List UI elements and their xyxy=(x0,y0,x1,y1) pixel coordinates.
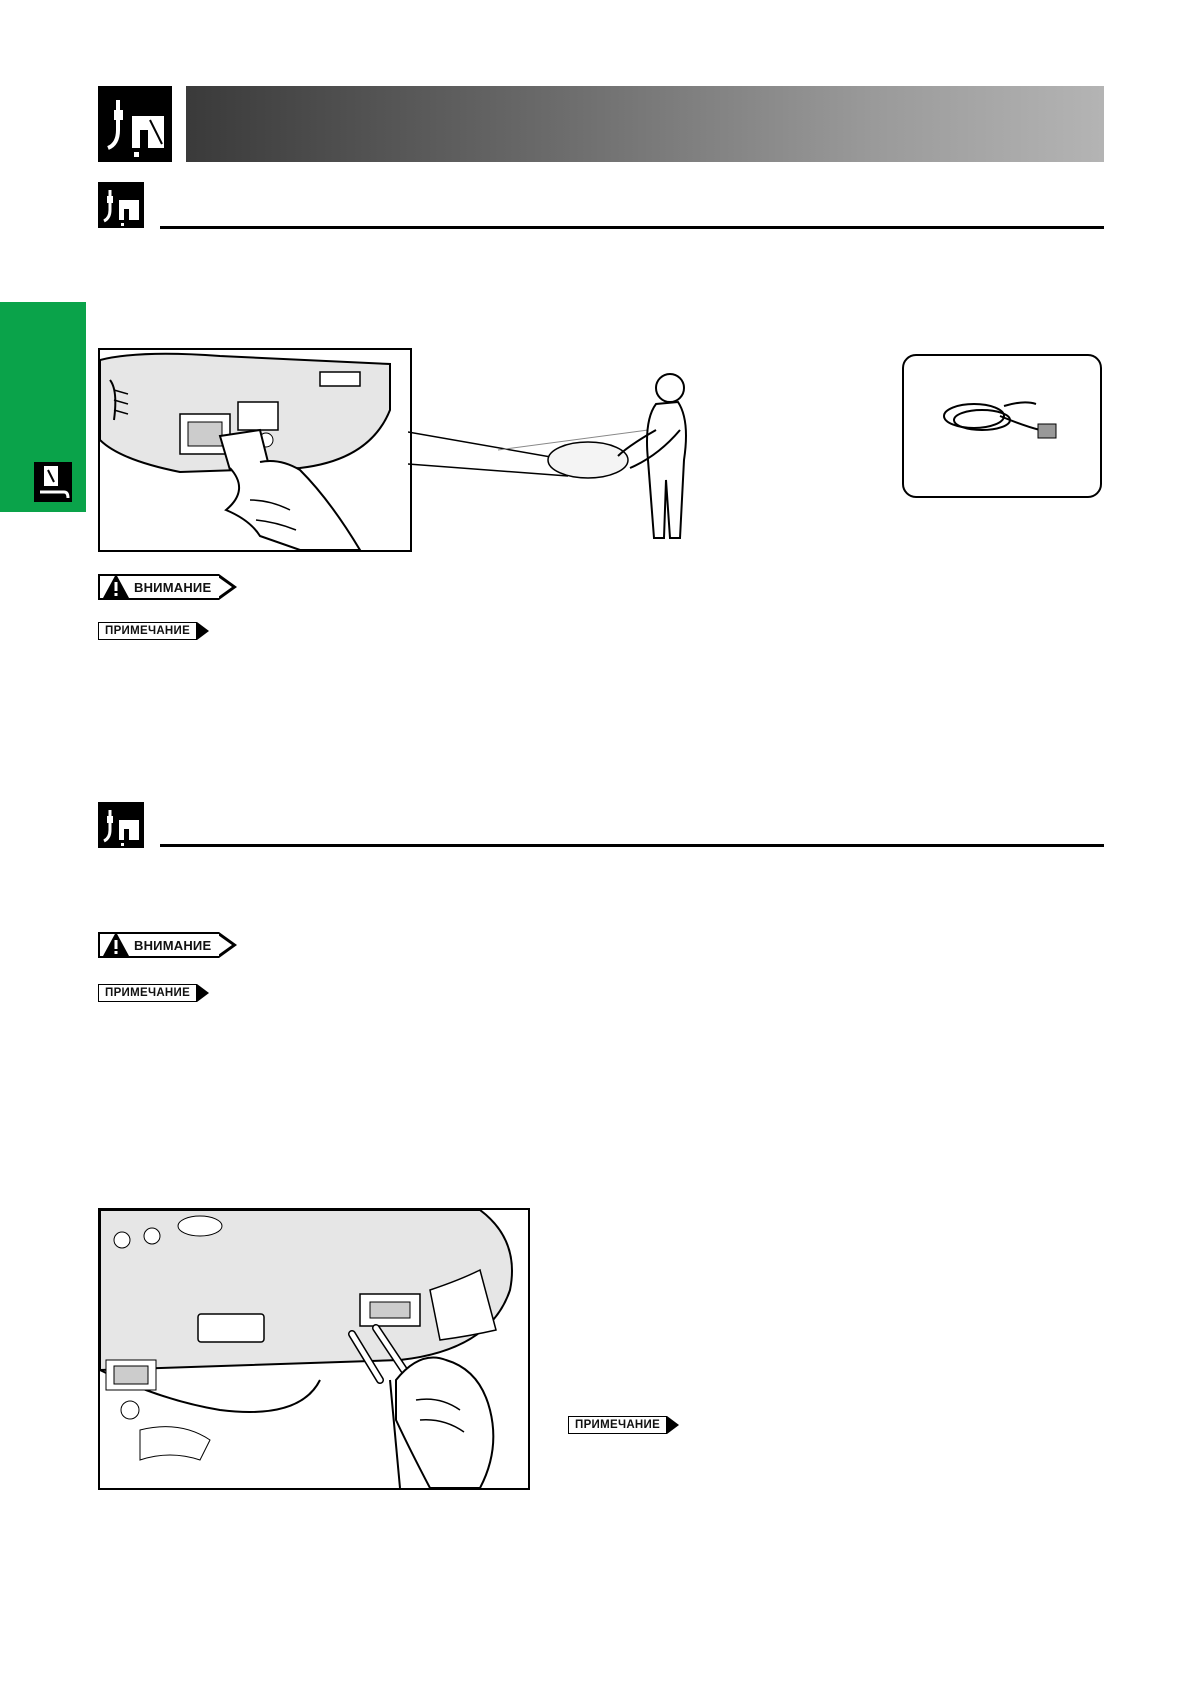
warning-label-2 xyxy=(98,932,237,958)
arrow-right-icon xyxy=(197,984,209,1002)
side-tab-connection-icon xyxy=(34,462,72,502)
warning-label-1 xyxy=(98,574,237,600)
note-label-text: ПРИМЕЧАНИЕ xyxy=(105,987,191,999)
note-label-text: ПРИМЕЧАНИЕ xyxy=(575,1419,661,1431)
warning-label-text: ВНИМАНИЕ xyxy=(134,937,212,953)
warning-triangle-icon xyxy=(102,573,130,599)
note-label-text: ПРИМЕЧАНИЕ xyxy=(105,625,191,637)
arrow-right-icon xyxy=(667,1416,679,1434)
note-label-2 xyxy=(98,984,209,1002)
person-with-projector-illustration xyxy=(408,360,728,560)
arrow-right-icon xyxy=(197,622,209,640)
section-2-rule xyxy=(160,844,1104,847)
section-1-connection-icon xyxy=(98,182,144,228)
cable-connection-illustration xyxy=(98,1208,530,1490)
power-cord-connection-illustration xyxy=(98,348,412,552)
section-2-connection-icon xyxy=(98,802,144,848)
warning-label-text: ВНИМАНИЕ xyxy=(134,579,212,595)
section-1-rule xyxy=(160,226,1104,229)
note-label-1 xyxy=(98,622,209,640)
arrow-right-icon xyxy=(219,932,237,958)
header-connection-icon xyxy=(98,86,172,162)
header-title-bar xyxy=(186,86,1104,162)
warning-triangle-icon xyxy=(102,931,130,957)
arrow-right-icon xyxy=(219,574,237,600)
note-label-3 xyxy=(568,1416,679,1434)
power-cord-accessory-box xyxy=(902,354,1102,498)
